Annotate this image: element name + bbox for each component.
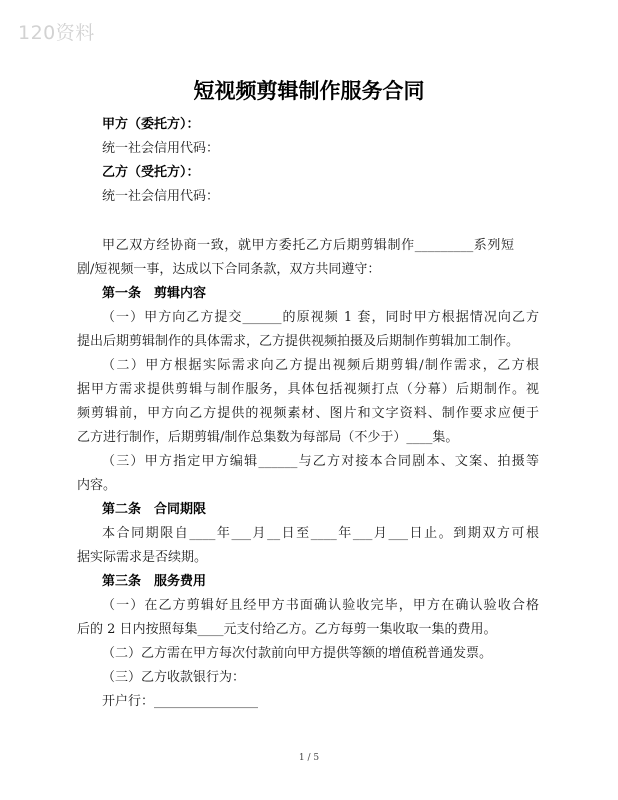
intro-line: 剧/短视频一事，达成以下合同条款，双方共同遵守： bbox=[77, 262, 381, 277]
contract-title: 短视频剪辑制作服务合同 bbox=[193, 79, 425, 103]
watermark: 120资料 bbox=[18, 22, 95, 44]
article-1-clause-2-line: 据甲方需求提供剪辑与制作服务，具体包括视频打点（分幕）后期制作。视 bbox=[77, 382, 539, 397]
page-number: 1 / 5 bbox=[298, 753, 320, 763]
article-1-clause-2-line: 乙方进行制作，后期剪辑/制作总集数为每部局（不少于）____集。 bbox=[77, 430, 459, 445]
party-a-label: 甲方（委托方）： bbox=[102, 117, 200, 132]
article-3-clause-3-line: （三）乙方收款银行为： bbox=[102, 670, 246, 685]
article-3-heading: 第三条 服务费用 bbox=[102, 574, 207, 589]
article-3-clause-2-line: （二）乙方需在甲方每次付款前向甲方提供等额的增值税普通发票。 bbox=[102, 646, 493, 661]
intro-line: 甲乙双方经协商一致，就甲方委托乙方后期剪辑制作_________系列短 bbox=[102, 238, 514, 253]
article-2-heading: 第二条 合同期限 bbox=[102, 502, 207, 517]
article-1-heading: 第一条 剪辑内容 bbox=[102, 286, 207, 301]
article-1-clause-1-line: （一）甲方向乙方提交______的原视频 1 套，同时甲方根据情况向乙方 bbox=[102, 310, 539, 325]
article-1-clause-3-line: （三）甲方指定甲方编辑______与乙方对接本合同剧本、文案、拍摄等 bbox=[102, 454, 539, 469]
article-1-clause-3-line: 内容。 bbox=[77, 478, 117, 493]
article-3-clause-1-line: 后的 2 日内按照每集____元支付给乙方。乙方每剪一集收取一集的费用。 bbox=[77, 622, 497, 637]
article-1-clause-1-line: 提出后期剪辑制作的具体需求，乙方提供视频拍摄及后期制作剪辑加工制作。 bbox=[77, 334, 520, 349]
party-b-label: 乙方（受托方）： bbox=[102, 165, 200, 180]
article-1-clause-2-line: （二）甲方根据实际需求向乙方提出视频后期剪辑/制作需求，乙方根 bbox=[102, 358, 539, 373]
article-1-clause-2-line: 频剪辑前，甲方向乙方提供的视频素材、图片和文字资料、制作要求应便于 bbox=[77, 406, 539, 421]
party-a-credit-code: 统一社会信用代码： bbox=[102, 141, 220, 156]
article-2-line: 本合同期限自____年___月__日至____年___月___日止。到期双方可根 bbox=[102, 526, 539, 541]
article-3-clause-1-line: （一）在乙方剪辑好且经甲方书面确认验收完毕，甲方在确认验收合格 bbox=[102, 598, 539, 613]
party-b-credit-code: 统一社会信用代码： bbox=[102, 189, 220, 204]
article-2-line: 据实际需求是否续期。 bbox=[77, 550, 208, 565]
bank-account-line: 开户行：________________ bbox=[102, 694, 259, 709]
